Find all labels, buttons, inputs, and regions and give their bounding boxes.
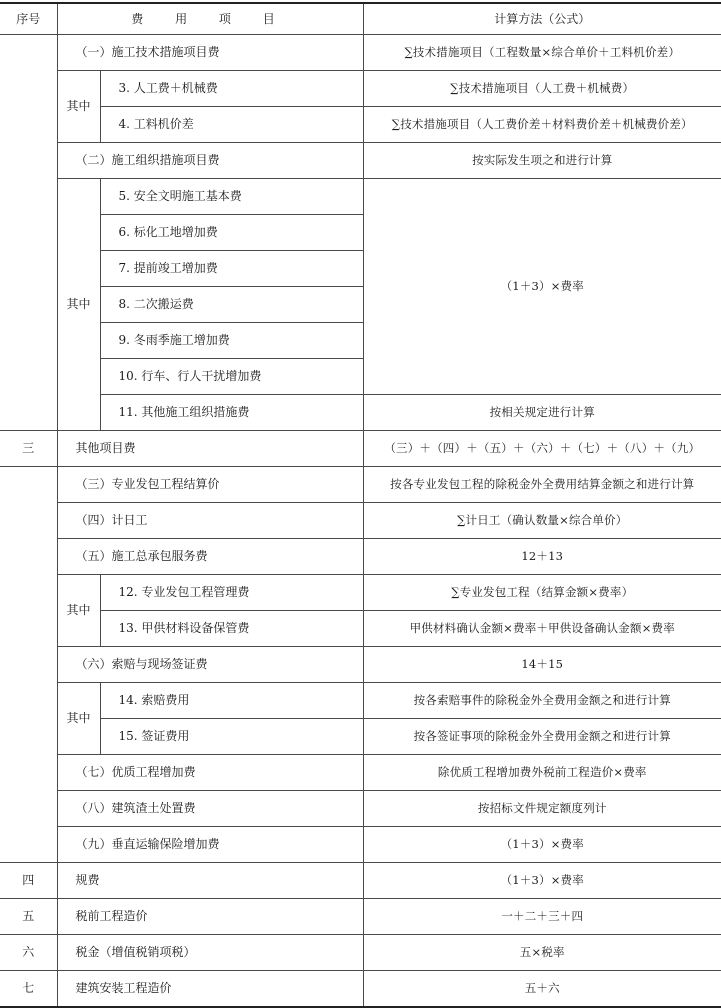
item-cell: （六）索赔与现场签证费 bbox=[57, 647, 363, 683]
formula-cell: （三）＋（四）＋（五）＋（六）＋（七）＋（八）＋（九） bbox=[363, 431, 721, 467]
item-cell: 13. 甲供材料设备保管费 bbox=[100, 611, 363, 647]
table-row bbox=[0, 863, 721, 899]
table-row bbox=[0, 35, 721, 71]
seq-cell: 三 bbox=[0, 431, 57, 467]
item-cell: 14. 索赔费用 bbox=[100, 683, 363, 719]
table-row bbox=[0, 503, 721, 539]
item-cell: （九）垂直运输保险增加费 bbox=[57, 827, 363, 863]
table-row bbox=[0, 755, 721, 791]
item-cell: （五）施工总承包服务费 bbox=[57, 539, 363, 575]
table-row bbox=[0, 791, 721, 827]
formula-cell: 五×税率 bbox=[363, 935, 721, 971]
item-cell: 其他项目费 bbox=[57, 431, 363, 467]
table-header-row bbox=[0, 3, 721, 35]
table-row bbox=[0, 575, 721, 611]
header-formula: 计算方法（公式） bbox=[363, 3, 721, 35]
item-cell: 建筑安装工程造价 bbox=[57, 971, 363, 1008]
item-cell: （八）建筑渣土处置费 bbox=[57, 791, 363, 827]
item-cell: 3. 人工费＋机械费 bbox=[100, 71, 363, 107]
formula-cell: （1＋3）×费率 bbox=[363, 827, 721, 863]
table-row bbox=[0, 935, 721, 971]
item-cell: 10. 行车、行人干扰增加费 bbox=[100, 359, 363, 395]
item-cell: 15. 签证费用 bbox=[100, 719, 363, 755]
table-row bbox=[0, 971, 721, 1008]
formula-cell: ∑技术措施项目（工程数量×综合单价＋工料机价差） bbox=[363, 35, 721, 71]
table-row bbox=[0, 899, 721, 935]
table-row bbox=[0, 611, 721, 647]
formula-cell: ∑技术措施项目（人工费＋机械费） bbox=[363, 71, 721, 107]
formula-cell: 按各索赔事件的除税金外全费用金额之和进行计算 bbox=[363, 683, 721, 719]
formula-cell: 一＋二＋三＋四 bbox=[363, 899, 721, 935]
item-cell: 9. 冬雨季施工增加费 bbox=[100, 323, 363, 359]
formula-cell: 甲供材料确认金额×费率＋甲供设备确认金额×费率 bbox=[363, 611, 721, 647]
header-item: 费 用 项 目 bbox=[57, 3, 363, 35]
table-row bbox=[0, 179, 721, 215]
table-row bbox=[0, 467, 721, 503]
item-cell: （七）优质工程增加费 bbox=[57, 755, 363, 791]
table-row bbox=[0, 71, 721, 107]
seq-cell: 六 bbox=[0, 935, 57, 971]
table-row bbox=[0, 143, 721, 179]
formula-cell: 按相关规定进行计算 bbox=[363, 395, 721, 431]
item-cell: 4. 工料机价差 bbox=[100, 107, 363, 143]
formula-cell: （1＋3）×费率 bbox=[363, 179, 721, 395]
formula-cell: 14＋15 bbox=[363, 647, 721, 683]
item-cell: （三）专业发包工程结算价 bbox=[57, 467, 363, 503]
seq-cell-empty bbox=[0, 35, 57, 431]
formula-cell: 按各专业发包工程的除税金外全费用结算金额之和进行计算 bbox=[363, 467, 721, 503]
item-cell: （二）施工组织措施项目费 bbox=[57, 143, 363, 179]
group-label-cell: 其中 bbox=[57, 71, 100, 143]
table-row bbox=[0, 719, 721, 755]
seq-cell: 七 bbox=[0, 971, 57, 1008]
item-cell: 5. 安全文明施工基本费 bbox=[100, 179, 363, 215]
header-seq: 序号 bbox=[0, 3, 57, 35]
table-row bbox=[0, 431, 721, 467]
item-cell: 11. 其他施工组织措施费 bbox=[100, 395, 363, 431]
formula-cell: （1＋3）×费率 bbox=[363, 863, 721, 899]
formula-cell: 按实际发生项之和进行计算 bbox=[363, 143, 721, 179]
seq-cell: 四 bbox=[0, 863, 57, 899]
item-cell: 6. 标化工地增加费 bbox=[100, 215, 363, 251]
formula-cell: 按招标文件规定额度列计 bbox=[363, 791, 721, 827]
table-row bbox=[0, 107, 721, 143]
item-cell: 12. 专业发包工程管理费 bbox=[100, 575, 363, 611]
table-row bbox=[0, 539, 721, 575]
group-label-cell: 其中 bbox=[57, 179, 100, 431]
seq-cell-empty bbox=[0, 467, 57, 863]
table-row bbox=[0, 647, 721, 683]
table-row bbox=[0, 683, 721, 719]
formula-cell: 五＋六 bbox=[363, 971, 721, 1008]
formula-cell: ∑计日工（确认数量×综合单价） bbox=[363, 503, 721, 539]
table-row bbox=[0, 395, 721, 431]
item-cell: 税金（增值税销项税） bbox=[57, 935, 363, 971]
group-label-cell: 其中 bbox=[57, 683, 100, 755]
table-row bbox=[0, 827, 721, 863]
item-cell: 规费 bbox=[57, 863, 363, 899]
item-cell: 7. 提前竣工增加费 bbox=[100, 251, 363, 287]
seq-cell: 五 bbox=[0, 899, 57, 935]
group-label-cell: 其中 bbox=[57, 575, 100, 647]
formula-cell: 12＋13 bbox=[363, 539, 721, 575]
cost-calculation-table bbox=[0, 2, 721, 1008]
item-cell: （四）计日工 bbox=[57, 503, 363, 539]
formula-cell: 除优质工程增加费外税前工程造价×费率 bbox=[363, 755, 721, 791]
formula-cell: ∑技术措施项目（人工费价差＋材料费价差＋机械费价差） bbox=[363, 107, 721, 143]
item-cell: 8. 二次搬运费 bbox=[100, 287, 363, 323]
item-cell: 税前工程造价 bbox=[57, 899, 363, 935]
formula-cell: ∑专业发包工程（结算金额×费率） bbox=[363, 575, 721, 611]
item-cell: （一）施工技术措施项目费 bbox=[57, 35, 363, 71]
formula-cell: 按各签证事项的除税金外全费用金额之和进行计算 bbox=[363, 719, 721, 755]
